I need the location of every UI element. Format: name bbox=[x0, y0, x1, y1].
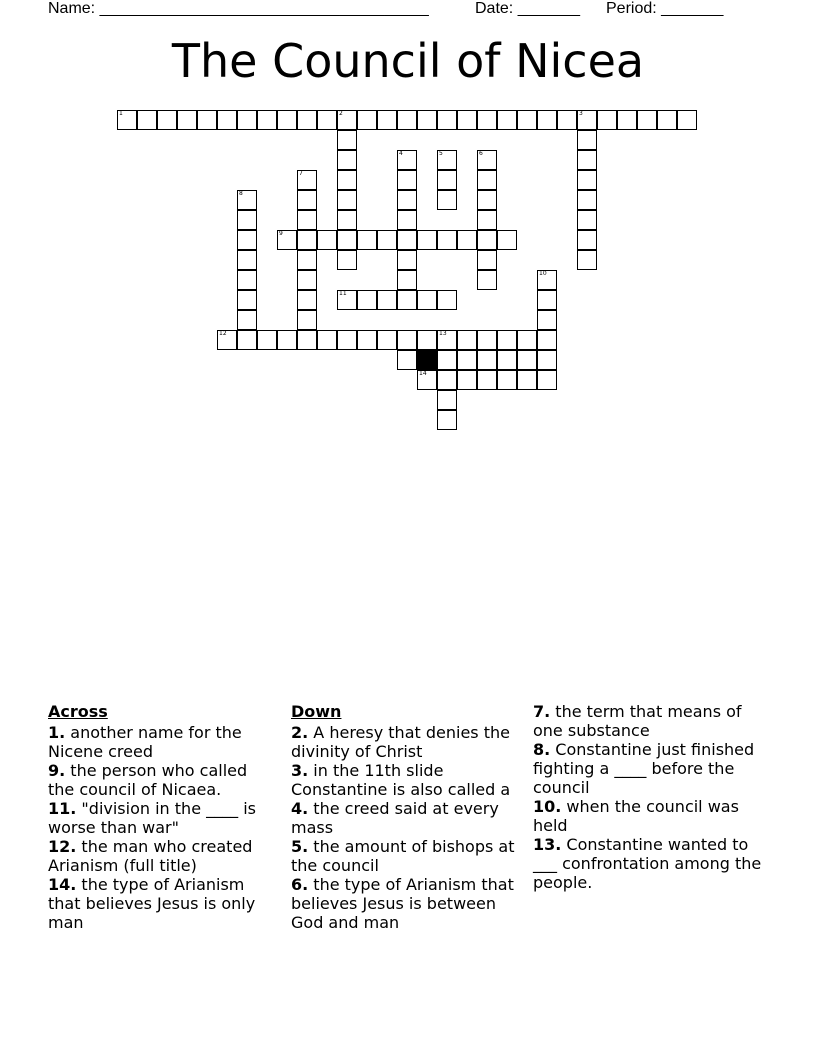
grid-cell[interactable] bbox=[377, 110, 397, 130]
grid-cell[interactable] bbox=[397, 250, 417, 270]
grid-cell[interactable] bbox=[457, 370, 477, 390]
grid-cell[interactable] bbox=[397, 110, 417, 130]
grid-cell[interactable] bbox=[237, 230, 257, 250]
clue-item: 2. A heresy that denies the divinity of Christ bbox=[291, 723, 510, 761]
grid-cell[interactable] bbox=[497, 230, 517, 250]
grid-cell[interactable] bbox=[377, 330, 397, 350]
clue-item: 6. the type of Arianism that believes Jesus is between God and man bbox=[291, 875, 514, 932]
grid-cell[interactable] bbox=[577, 250, 597, 270]
cell-number: 6 bbox=[479, 150, 483, 157]
grid-cell[interactable] bbox=[337, 290, 357, 310]
page-title: The Council of Nicea bbox=[171, 34, 645, 88]
grid-cell[interactable] bbox=[257, 330, 277, 350]
grid-cell[interactable] bbox=[437, 370, 457, 390]
across-clues bbox=[48, 702, 276, 932]
grid-cell[interactable] bbox=[537, 270, 557, 290]
grid-cell[interactable] bbox=[137, 110, 157, 130]
grid-cell[interactable] bbox=[217, 330, 237, 350]
grid-cell[interactable] bbox=[237, 250, 257, 270]
grid-cell[interactable] bbox=[337, 190, 357, 210]
grid-cell[interactable] bbox=[497, 350, 517, 370]
cell-number: 4 bbox=[399, 150, 403, 157]
clue-item: 13. Constantine wanted to ___ confrontation among the people. bbox=[533, 835, 762, 892]
grid-cell[interactable] bbox=[417, 370, 437, 390]
grid-cell[interactable] bbox=[517, 350, 537, 370]
clue-item: 1. another name for the Nicene creed bbox=[48, 723, 242, 761]
grid-cell[interactable] bbox=[257, 110, 277, 130]
grid-cell[interactable] bbox=[277, 110, 297, 130]
clue-item: 5. the amount of bishops at the council bbox=[291, 837, 515, 875]
grid-cell[interactable] bbox=[437, 390, 457, 410]
grid-cell[interactable] bbox=[237, 310, 257, 330]
grid-cell[interactable] bbox=[297, 110, 317, 130]
grid-cell[interactable] bbox=[157, 110, 177, 130]
grid-cell[interactable] bbox=[477, 370, 497, 390]
grid-cell[interactable] bbox=[437, 350, 457, 370]
down-clues-continued bbox=[533, 702, 763, 892]
grid-cell[interactable] bbox=[297, 310, 317, 330]
grid-cell[interactable] bbox=[297, 330, 317, 350]
grid-cell[interactable] bbox=[477, 350, 497, 370]
cell-number: 3 bbox=[579, 110, 583, 117]
grid-cell[interactable] bbox=[537, 350, 557, 370]
grid-cell[interactable] bbox=[297, 230, 317, 250]
grid-cell[interactable] bbox=[337, 130, 357, 150]
grid-cell[interactable] bbox=[297, 270, 317, 290]
grid-cell[interactable] bbox=[417, 290, 437, 310]
grid-cell[interactable] bbox=[337, 150, 357, 170]
grid-cell[interactable] bbox=[477, 110, 497, 130]
grid-cell[interactable] bbox=[357, 330, 377, 350]
grid-cell[interactable] bbox=[577, 150, 597, 170]
grid-cell[interactable] bbox=[417, 330, 437, 350]
grid-cell[interactable] bbox=[397, 330, 417, 350]
grid-cell[interactable] bbox=[177, 110, 197, 130]
grid-cell[interactable] bbox=[437, 150, 457, 170]
grid-cell[interactable] bbox=[437, 410, 457, 430]
grid-cell[interactable] bbox=[577, 190, 597, 210]
grid-cell[interactable] bbox=[217, 110, 237, 130]
clue-item: 7. the term that means of one substance bbox=[533, 702, 742, 740]
grid-cell[interactable] bbox=[337, 210, 357, 230]
cell-number: 14 bbox=[419, 370, 427, 377]
clue-item: 12. the man who created Arianism (full title) bbox=[48, 837, 253, 875]
grid-cell[interactable] bbox=[537, 370, 557, 390]
grid-cell[interactable] bbox=[397, 230, 417, 250]
clue-item: 3. in the 11th slide Constantine is also called a bbox=[291, 761, 511, 799]
cell-number: 2 bbox=[339, 110, 343, 117]
cell-number: 5 bbox=[439, 150, 443, 157]
period-label: Period: _______ bbox=[606, 0, 724, 17]
grid-cell[interactable] bbox=[337, 330, 357, 350]
grid-cell[interactable] bbox=[537, 330, 557, 350]
cell-number: 10 bbox=[539, 270, 547, 277]
grid-cell[interactable] bbox=[497, 110, 517, 130]
cell-number: 9 bbox=[279, 230, 283, 237]
grid-cell[interactable] bbox=[437, 110, 457, 130]
grid-cell[interactable] bbox=[337, 170, 357, 190]
clue-item: 10. when the council was held bbox=[533, 797, 739, 835]
grid-cell[interactable] bbox=[657, 110, 677, 130]
grid-cell[interactable] bbox=[437, 190, 457, 210]
grid-cell[interactable] bbox=[297, 190, 317, 210]
grid-cell[interactable] bbox=[477, 150, 497, 170]
down-heading: Down bbox=[291, 702, 342, 721]
grid-cell[interactable] bbox=[677, 110, 697, 130]
grid-cell[interactable] bbox=[357, 290, 377, 310]
grid-cell[interactable] bbox=[337, 230, 357, 250]
grid-cell[interactable] bbox=[477, 230, 497, 250]
grid-cell[interactable] bbox=[397, 210, 417, 230]
black-cell bbox=[417, 350, 437, 370]
grid-cell[interactable] bbox=[477, 250, 497, 270]
grid-cell[interactable] bbox=[417, 230, 437, 250]
grid-cell[interactable] bbox=[537, 290, 557, 310]
cell-number: 7 bbox=[299, 170, 303, 177]
grid-cell[interactable] bbox=[377, 230, 397, 250]
grid-cell[interactable] bbox=[237, 190, 257, 210]
grid-cell[interactable] bbox=[237, 210, 257, 230]
grid-cell[interactable] bbox=[457, 350, 477, 370]
grid-cell[interactable] bbox=[597, 110, 617, 130]
grid-cell[interactable] bbox=[337, 250, 357, 270]
name-label: Name: _____________________________________ bbox=[48, 0, 429, 17]
grid-cell[interactable] bbox=[457, 330, 477, 350]
grid-cell[interactable] bbox=[437, 230, 457, 250]
grid-cell[interactable] bbox=[337, 110, 357, 130]
grid-cell[interactable] bbox=[197, 110, 217, 130]
grid-cell[interactable] bbox=[477, 270, 497, 290]
grid-cell[interactable] bbox=[457, 110, 477, 130]
grid-cell[interactable] bbox=[397, 350, 417, 370]
cell-number: 8 bbox=[239, 190, 243, 197]
grid-cell[interactable] bbox=[397, 150, 417, 170]
grid-cell[interactable] bbox=[397, 270, 417, 290]
grid-cell[interactable] bbox=[117, 110, 137, 130]
grid-cell[interactable] bbox=[477, 330, 497, 350]
grid-cell[interactable] bbox=[577, 210, 597, 230]
grid-cell[interactable] bbox=[517, 110, 537, 130]
cell-number: 1 bbox=[119, 110, 123, 117]
grid-cell[interactable] bbox=[437, 330, 457, 350]
cell-number: 11 bbox=[339, 290, 347, 297]
grid-cell[interactable] bbox=[297, 250, 317, 270]
grid-cell[interactable] bbox=[237, 110, 257, 130]
across-heading: Across bbox=[48, 702, 108, 721]
grid-cell[interactable] bbox=[277, 330, 297, 350]
grid-cell[interactable] bbox=[437, 290, 457, 310]
grid-cell[interactable] bbox=[317, 230, 337, 250]
grid-cell[interactable] bbox=[317, 330, 337, 350]
grid-cell[interactable] bbox=[357, 230, 377, 250]
grid-cell[interactable] bbox=[577, 130, 597, 150]
grid-cell[interactable] bbox=[297, 290, 317, 310]
grid-cell[interactable] bbox=[577, 170, 597, 190]
grid-cell[interactable] bbox=[577, 110, 597, 130]
grid-cell[interactable] bbox=[557, 110, 577, 130]
grid-cell[interactable] bbox=[237, 290, 257, 310]
date-label: Date: _______ bbox=[475, 0, 580, 17]
grid-cell[interactable] bbox=[537, 310, 557, 330]
cell-number: 12 bbox=[219, 330, 227, 337]
cell-number: 13 bbox=[439, 330, 447, 337]
grid-cell[interactable] bbox=[477, 190, 497, 210]
clue-item: 9. the person who called the council of Nicaea. bbox=[48, 761, 248, 799]
grid-cell[interactable] bbox=[517, 370, 537, 390]
down-clues bbox=[291, 702, 527, 932]
grid-cell[interactable] bbox=[237, 330, 257, 350]
clue-item: 8. Constantine just finished fighting a ____ before the council bbox=[533, 740, 755, 797]
grid-cell[interactable] bbox=[277, 230, 297, 250]
grid-cell[interactable] bbox=[437, 170, 457, 190]
crossword-grid bbox=[0, 0, 816, 450]
grid-cell[interactable] bbox=[617, 110, 637, 130]
grid-cell[interactable] bbox=[577, 230, 597, 250]
grid-cell[interactable] bbox=[497, 330, 517, 350]
grid-cell[interactable] bbox=[397, 170, 417, 190]
grid-cell[interactable] bbox=[497, 370, 517, 390]
grid-cell[interactable] bbox=[457, 230, 477, 250]
grid-cell[interactable] bbox=[537, 110, 557, 130]
grid-cell[interactable] bbox=[317, 110, 337, 130]
grid-cell[interactable] bbox=[237, 270, 257, 290]
clue-item: 14. the type of Arianism that believes Jesus is only man bbox=[48, 875, 256, 932]
grid-cell[interactable] bbox=[517, 330, 537, 350]
grid-cell[interactable] bbox=[417, 110, 437, 130]
grid-cell[interactable] bbox=[297, 210, 317, 230]
clue-item: 4. the creed said at every mass bbox=[291, 799, 499, 837]
grid-cell[interactable] bbox=[297, 170, 317, 190]
grid-cell[interactable] bbox=[377, 290, 397, 310]
grid-cell[interactable] bbox=[477, 210, 497, 230]
grid-cell[interactable] bbox=[477, 170, 497, 190]
grid-cell[interactable] bbox=[637, 110, 657, 130]
grid-cell[interactable] bbox=[397, 290, 417, 310]
grid-cell[interactable] bbox=[397, 190, 417, 210]
clue-item: 11. "division in the ____ is worse than war" bbox=[48, 799, 256, 837]
grid-cell[interactable] bbox=[357, 110, 377, 130]
